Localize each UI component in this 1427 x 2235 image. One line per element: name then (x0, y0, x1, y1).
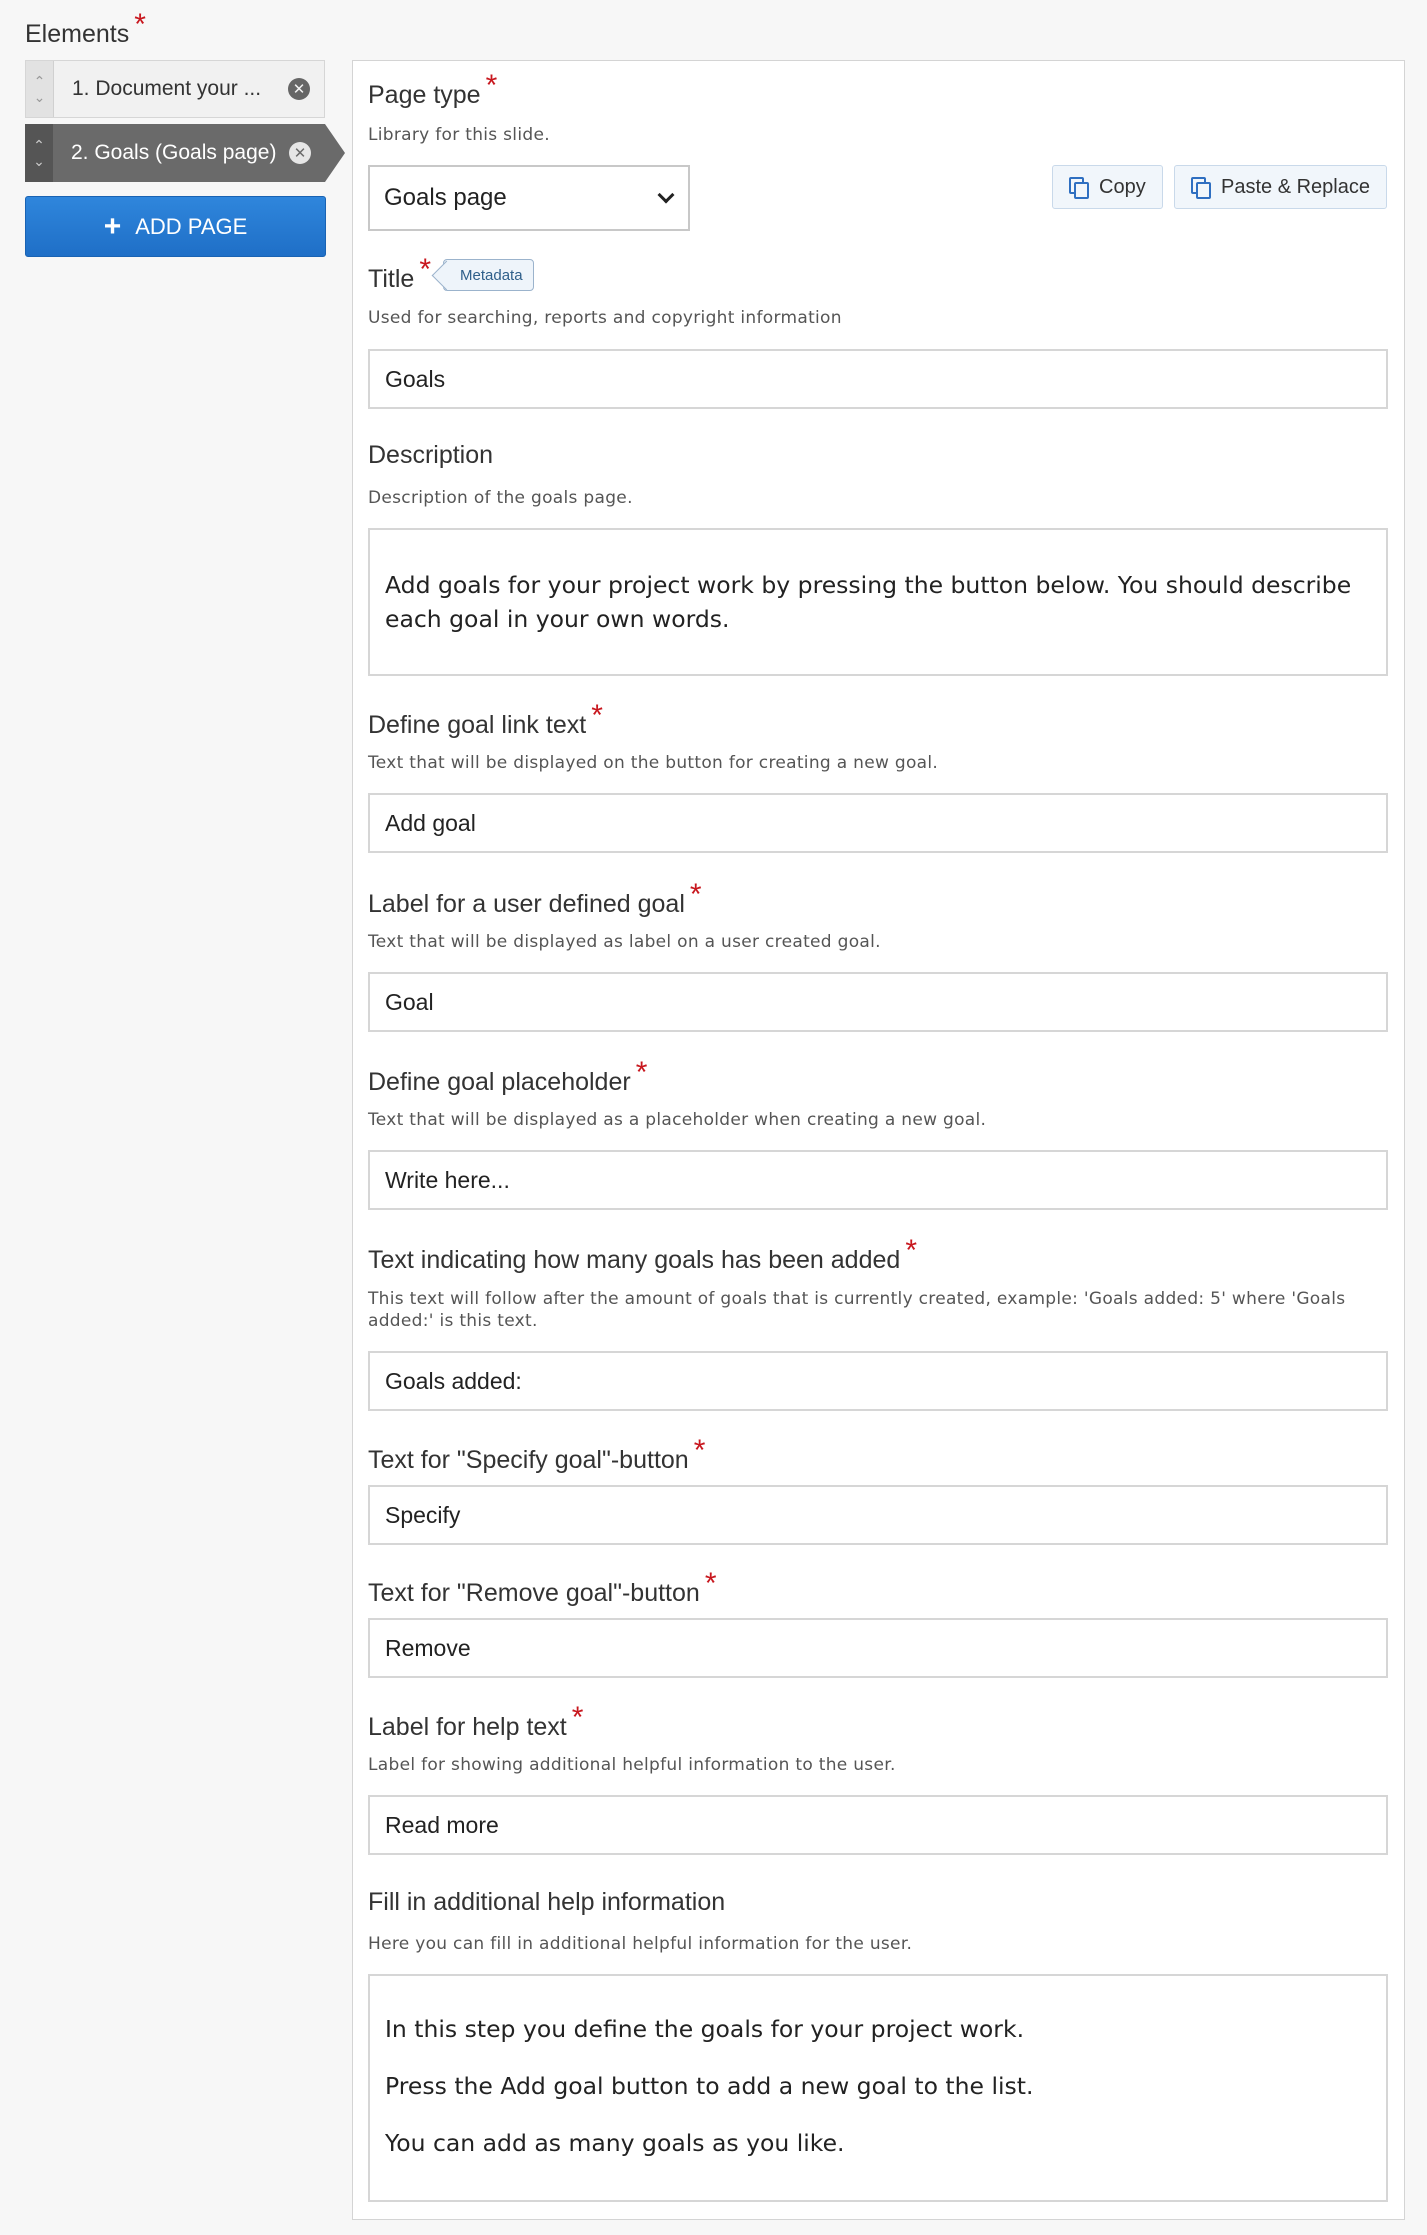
remove-page-icon[interactable]: ✕ (289, 142, 311, 164)
metadata-badge[interactable] (443, 259, 534, 291)
required-marker: * (134, 8, 146, 41)
user-goal-label-description: Text that will be displayed as label on a user created goal. (368, 932, 881, 952)
reorder-handle[interactable] (26, 61, 54, 117)
page-type-label-text: Page type (368, 81, 481, 109)
copy-label: Copy (1099, 175, 1146, 198)
define-goal-link-label (368, 699, 603, 741)
help-info-paragraph: You can add as many goals as you like. (385, 2129, 845, 2157)
elements-title: Elements (25, 20, 130, 48)
required-marker: * (419, 253, 431, 286)
required-marker: * (485, 69, 498, 102)
goals-added-label-text: Text indicating how many goals has been added (368, 1246, 901, 1274)
specify-button-label-text: Text for "Specify goal"-button (368, 1446, 689, 1474)
copy-button[interactable] (1052, 165, 1163, 209)
chevron-up-icon[interactable]: ⌃ (33, 73, 46, 89)
description-label: Description (368, 441, 494, 469)
chevron-up-icon[interactable]: ⌃ (33, 137, 45, 153)
help-label-label-text: Label for help text (368, 1713, 567, 1741)
add-page-button[interactable] (25, 196, 326, 257)
help-info-label: Fill in additional help information (368, 1888, 726, 1916)
title-description: Used for searching, reports and copyright information (368, 308, 842, 328)
chevron-down-icon (658, 187, 675, 204)
goals-added-description: This text will follow after the amount of goals that is currently created, example: 'Goals added: 5' where 'Goals added:' is this text. (368, 1289, 1346, 1331)
remove-button-label (368, 1567, 717, 1609)
description-textarea[interactable] (368, 528, 1388, 676)
remove-button-label-text: Text for "Remove goal"-button (368, 1579, 700, 1607)
goal-placeholder-label (368, 1056, 648, 1098)
page-list (25, 60, 325, 188)
chevron-down-icon[interactable]: ⌄ (33, 153, 45, 169)
chevron-down-icon[interactable]: ⌄ (33, 89, 46, 105)
help-info-description: Here you can fill in additional helpful information for the user. (368, 1934, 913, 1954)
title-label-text: Title (368, 265, 415, 293)
paste-icon (1191, 177, 1209, 197)
help-label-input[interactable]: Read more (368, 1795, 1388, 1855)
paste-label: Paste & Replace (1221, 175, 1370, 198)
define-goal-link-input[interactable]: Add goal (368, 793, 1388, 853)
user-goal-label-input[interactable]: Goal (368, 972, 1388, 1032)
paste-replace-button[interactable] (1174, 165, 1387, 209)
page-type-select[interactable] (368, 165, 690, 231)
add-page-label: ADD PAGE (135, 213, 248, 239)
specify-button-label (368, 1434, 706, 1476)
help-label-label (368, 1701, 584, 1743)
page-item-label[interactable]: 1. Document your ... (72, 77, 262, 100)
plus-icon: + (103, 209, 122, 243)
elements-heading (25, 8, 146, 50)
title-label (368, 253, 431, 295)
required-marker: * (905, 1234, 917, 1267)
help-info-paragraph: Press the Add goal button to add a new goal to the list. (385, 2072, 1034, 2100)
page-item-label[interactable]: 2. Goals (Goals page) (71, 141, 277, 164)
define-goal-link-label-text: Define goal link text (368, 711, 587, 739)
goals-added-label (368, 1234, 917, 1276)
goal-placeholder-input[interactable]: Write here... (368, 1150, 1388, 1210)
description-text: Add goals for your project work by pressing the button below. You should describe each goal in your own words. (385, 571, 1352, 633)
required-marker: * (689, 878, 702, 911)
page-type-description: Library for this slide. (368, 125, 550, 145)
goals-added-input[interactable]: Goals added: (368, 1351, 1388, 1411)
help-info-textarea[interactable] (368, 1974, 1388, 2202)
specify-button-input[interactable]: Specify (368, 1485, 1388, 1545)
user-goal-label-text: Label for a user defined goal (368, 890, 685, 918)
required-marker: * (693, 1434, 706, 1467)
user-goal-label-label (368, 878, 702, 920)
goal-placeholder-label-text: Define goal placeholder (368, 1068, 631, 1096)
help-label-description: Label for showing additional helpful information to the user. (368, 1755, 896, 1775)
required-marker: * (591, 699, 603, 732)
title-input[interactable]: Goals (368, 349, 1388, 409)
metadata-badge-label[interactable]: Metadata (460, 266, 523, 284)
goal-placeholder-description: Text that will be displayed as a placeholder when creating a new goal. (368, 1110, 987, 1130)
required-marker: * (571, 1701, 584, 1734)
page-type-label (368, 69, 498, 111)
define-goal-link-description: Text that will be displayed on the button for creating a new goal. (368, 753, 939, 773)
remove-page-icon[interactable]: ✕ (288, 78, 310, 100)
copy-icon (1069, 177, 1087, 197)
remove-button-input[interactable]: Remove (368, 1618, 1388, 1678)
description-help: Description of the goals page. (368, 488, 633, 508)
page-type-selected: Goals page (384, 184, 507, 211)
page-item-2[interactable] (25, 124, 325, 182)
reorder-handle[interactable] (25, 124, 53, 182)
page-item-1[interactable] (25, 60, 325, 118)
help-info-paragraph: In this step you define the goals for your project work. (385, 2015, 1025, 2043)
required-marker: * (635, 1056, 648, 1089)
editor-panel (352, 60, 1405, 2220)
required-marker: * (704, 1567, 717, 1600)
